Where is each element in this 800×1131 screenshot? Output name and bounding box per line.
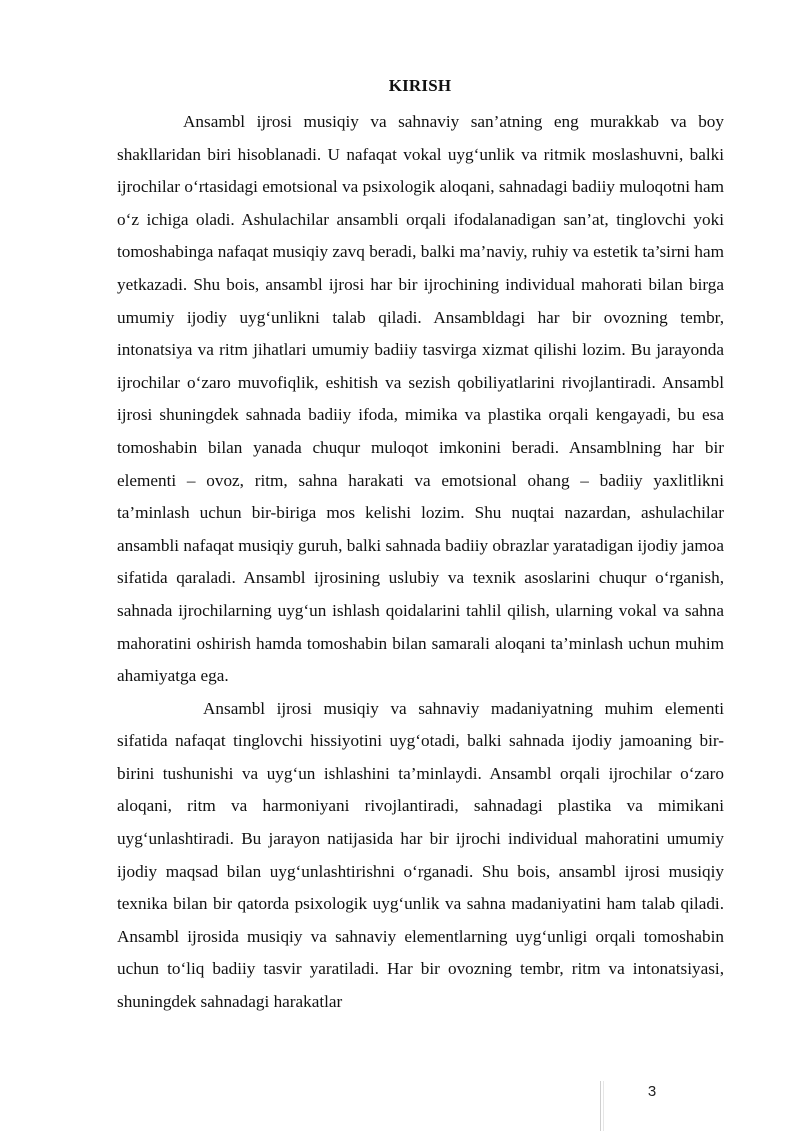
body-text (117, 106, 724, 1019)
paragraph-2: Ansambl ijrosi musiqiy va sahnaviy madaniyatning muhim elementi sifatida nafaqat tinglovchi hissiyotini uyg‘otadi, balki sahnada ijodiy jamoaning bir-birini tushunishi va uyg‘un ishlashini ta’minlaydi. Ansambl orqali ijrochilar o‘zaro aloqani, ritm va harmoniyani rivojlantiradi, sahnadagi plastika va mimikani uyg‘unlashtiradi. Bu jarayon natijasida har bir ijrochi individual mahoratini umumiy ijodiy maqsad bilan uyg‘unlashtirishni o‘rganadi. Shu bois, ansambl ijrosi musiqiy texnika bilan bir qatorda psixologik uyg‘unlik va sahna madaniyatini ham talab qiladi. Ansambl ijrosida musiqiy va sahnaviy elementlarning uyg‘unligi orqali tomoshabin uchun to‘liq badiiy tasvir yaratiladi. Har bir ovozning tembr, ritm va intonatsiyasi, shuningdek sahnadagi harakatlar (117, 698, 724, 1012)
footer-divider-line (600, 1081, 601, 1131)
page-title: KIRISH (388, 76, 452, 95)
page-number: 3 (647, 1083, 657, 1100)
footer-divider-line-secondary (603, 1081, 604, 1131)
paragraph-1: Ansambl ijrosi musiqiy va sahnaviy san’atning eng murakkab va boy shakllaridan biri hisoblanadi. U nafaqat vokal uyg‘unlik va ritmik moslashuvni, balki ijrochilar o‘rtasidagi emotsional va psixologik aloqani, sahnadagi badiiy muloqotni ham o‘z ichiga oladi. Ashulachilar ansambli orqali ifodalanadigan san’at, tinglovchi yoki tomoshabinga nafaqat musiqiy zavq beradi, balki ma’naviy, ruhiy va estetik ta’sirni ham yetkazadi. Shu bois, ansambl ijrosi har bir ijrochining individual mahorati bilan birga umumiy ijodiy uyg‘unlikni talab qiladi. Ansambldagi har bir ovozning tembr, intonatsiya va ritm jihatlari umumiy badiiy tasvirga xizmat qilishi lozim. Bu jarayonda ijrochilar o‘zaro muvofiqlik, eshitish va sezish qobiliyatlarini rivojlantiradi. Ansambl ijrosi shuningdek sahnada badiiy ifoda, mimika va plastika orqali kengayadi, bu esa tomoshabin bilan yanada chuqur muloqot imkonini beradi. Ansamblning har bir elementi – ovoz, ritm, sahna harakati va emotsional ohang – badiiy yaxlitlikni ta’minlash uchun bir-biriga mos kelishi lozim. Shu nuqtai nazardan, ashulachilar ansambli nafaqat musiqiy guruh, balki sahnada badiiy obrazlar yaratadigan ijodiy jamoa sifatida qaraladi. Ansambl ijrosining uslubiy va texnik asoslarini chuqur o‘rganish, sahnada ijrochilarning uyg‘un ishlash qoidalarini tahlil qilish, ularning vokal va sahna mahoratini oshirish hamda tomoshabin bilan samarali aloqani ta’minlash uchun muhim ahamiyatga ega. (117, 112, 724, 686)
